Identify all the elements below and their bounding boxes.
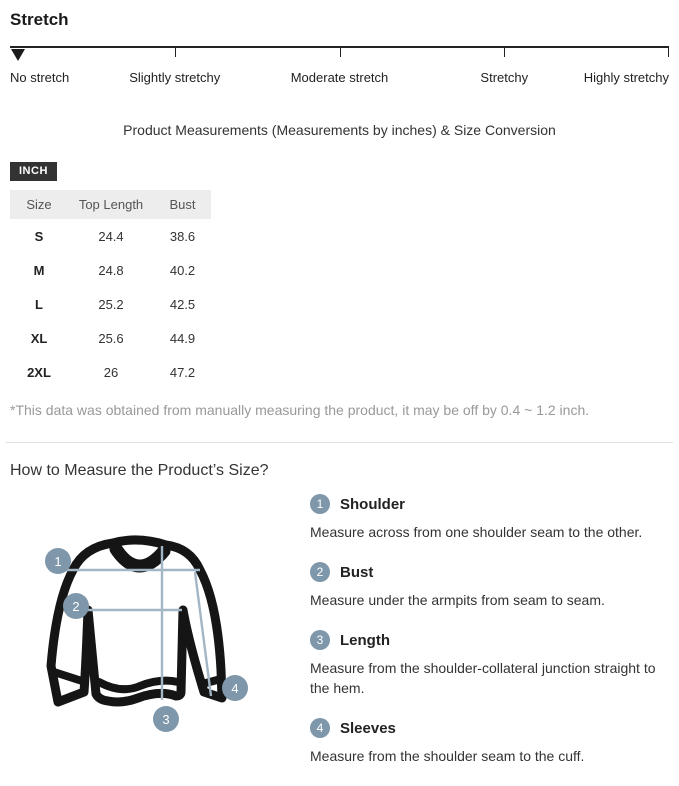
instruction-label: Sleeves <box>340 719 396 737</box>
marker-4-number: 4 <box>231 681 239 696</box>
size-table-header-row <box>10 190 211 219</box>
instruction-number-badge: 4 <box>310 718 330 738</box>
instruction-description: Measure across from one shoulder seam to the other. <box>310 524 643 540</box>
instruction-number-badge: 1 <box>310 494 330 514</box>
size-value: XL <box>30 330 48 346</box>
table-row <box>10 253 211 287</box>
section-divider <box>6 442 673 443</box>
col-header-size: Size <box>10 190 68 219</box>
sweater-icon <box>18 488 298 754</box>
bust-value: 42.5 <box>169 296 196 312</box>
bust-value: 47.2 <box>169 364 196 380</box>
table-row <box>10 287 211 321</box>
instruction-label: Shoulder <box>340 495 406 513</box>
marker-2-number: 2 <box>72 599 80 614</box>
top-length-value: 26 <box>103 364 119 380</box>
stretch-section-title: Stretch <box>10 10 69 29</box>
instruction-length <box>310 630 669 698</box>
bust-value: 38.6 <box>169 228 196 244</box>
instruction-number-badge: 2 <box>310 562 330 582</box>
table-row <box>10 219 211 253</box>
measurement-disclaimer: *This data was obtained from manually measuring the product, it may be off by 0.4 ~ 1.2 inch. <box>10 402 590 418</box>
instruction-sleeves <box>310 718 669 766</box>
size-value: L <box>35 296 43 312</box>
unit-badge: INCH <box>10 162 57 181</box>
size-value: 2XL <box>27 364 51 380</box>
how-to-measure-section <box>10 488 669 786</box>
stretch-level-stretchy: Stretchy <box>480 70 529 85</box>
scale-tick <box>668 48 669 57</box>
table-row <box>10 321 211 355</box>
bust-value: 44.9 <box>169 330 196 346</box>
instruction-label: Bust <box>340 563 374 581</box>
size-table <box>10 190 211 389</box>
stretch-indicator-triangle-icon <box>11 49 25 61</box>
bust-value: 40.2 <box>169 262 196 278</box>
measurement-instructions <box>310 488 669 786</box>
scale-tick <box>340 48 341 57</box>
instruction-description: Measure under the armpits from seam to seam. <box>310 592 605 609</box>
stretch-level-no-stretch: No stretch <box>10 70 70 85</box>
marker-1-number: 1 <box>54 554 62 569</box>
col-header-top-length: Top Length <box>68 190 154 219</box>
how-to-measure-title: How to Measure the Product’s Size? <box>10 462 269 479</box>
scale-tick <box>175 48 176 57</box>
sweater-measurement-illustration <box>10 488 310 754</box>
marker-3-number: 3 <box>162 712 170 727</box>
col-header-bust: Bust <box>154 190 211 219</box>
instruction-number-badge: 3 <box>310 630 330 650</box>
size-value: S <box>34 228 44 244</box>
instruction-bust <box>310 562 669 610</box>
measurements-title: Product Measurements (Measurements by inches) & Size Conversion <box>123 122 556 138</box>
stretch-level-moderate: Moderate stretch <box>290 70 389 85</box>
stretch-scale <box>10 46 669 58</box>
instruction-shoulder <box>310 494 669 542</box>
stretch-scale-labels <box>10 70 669 88</box>
instruction-description: Measure from the shoulder seam to the cuff. <box>310 748 585 765</box>
top-length-value: 25.2 <box>98 296 124 312</box>
table-row <box>10 355 211 389</box>
stretch-level-slightly: Slightly stretchy <box>129 70 221 85</box>
top-length-value: 24.8 <box>98 262 124 278</box>
stretch-level-highly: Highly stretchy <box>583 70 669 85</box>
instruction-label: Length <box>340 631 390 649</box>
top-length-value: 25.6 <box>98 330 124 346</box>
top-length-value: 24.4 <box>98 228 124 244</box>
instruction-description: Measure from the shoulder-collateral junction straight to the hem. <box>310 660 656 697</box>
size-value: M <box>33 262 45 278</box>
scale-tick <box>504 48 505 57</box>
